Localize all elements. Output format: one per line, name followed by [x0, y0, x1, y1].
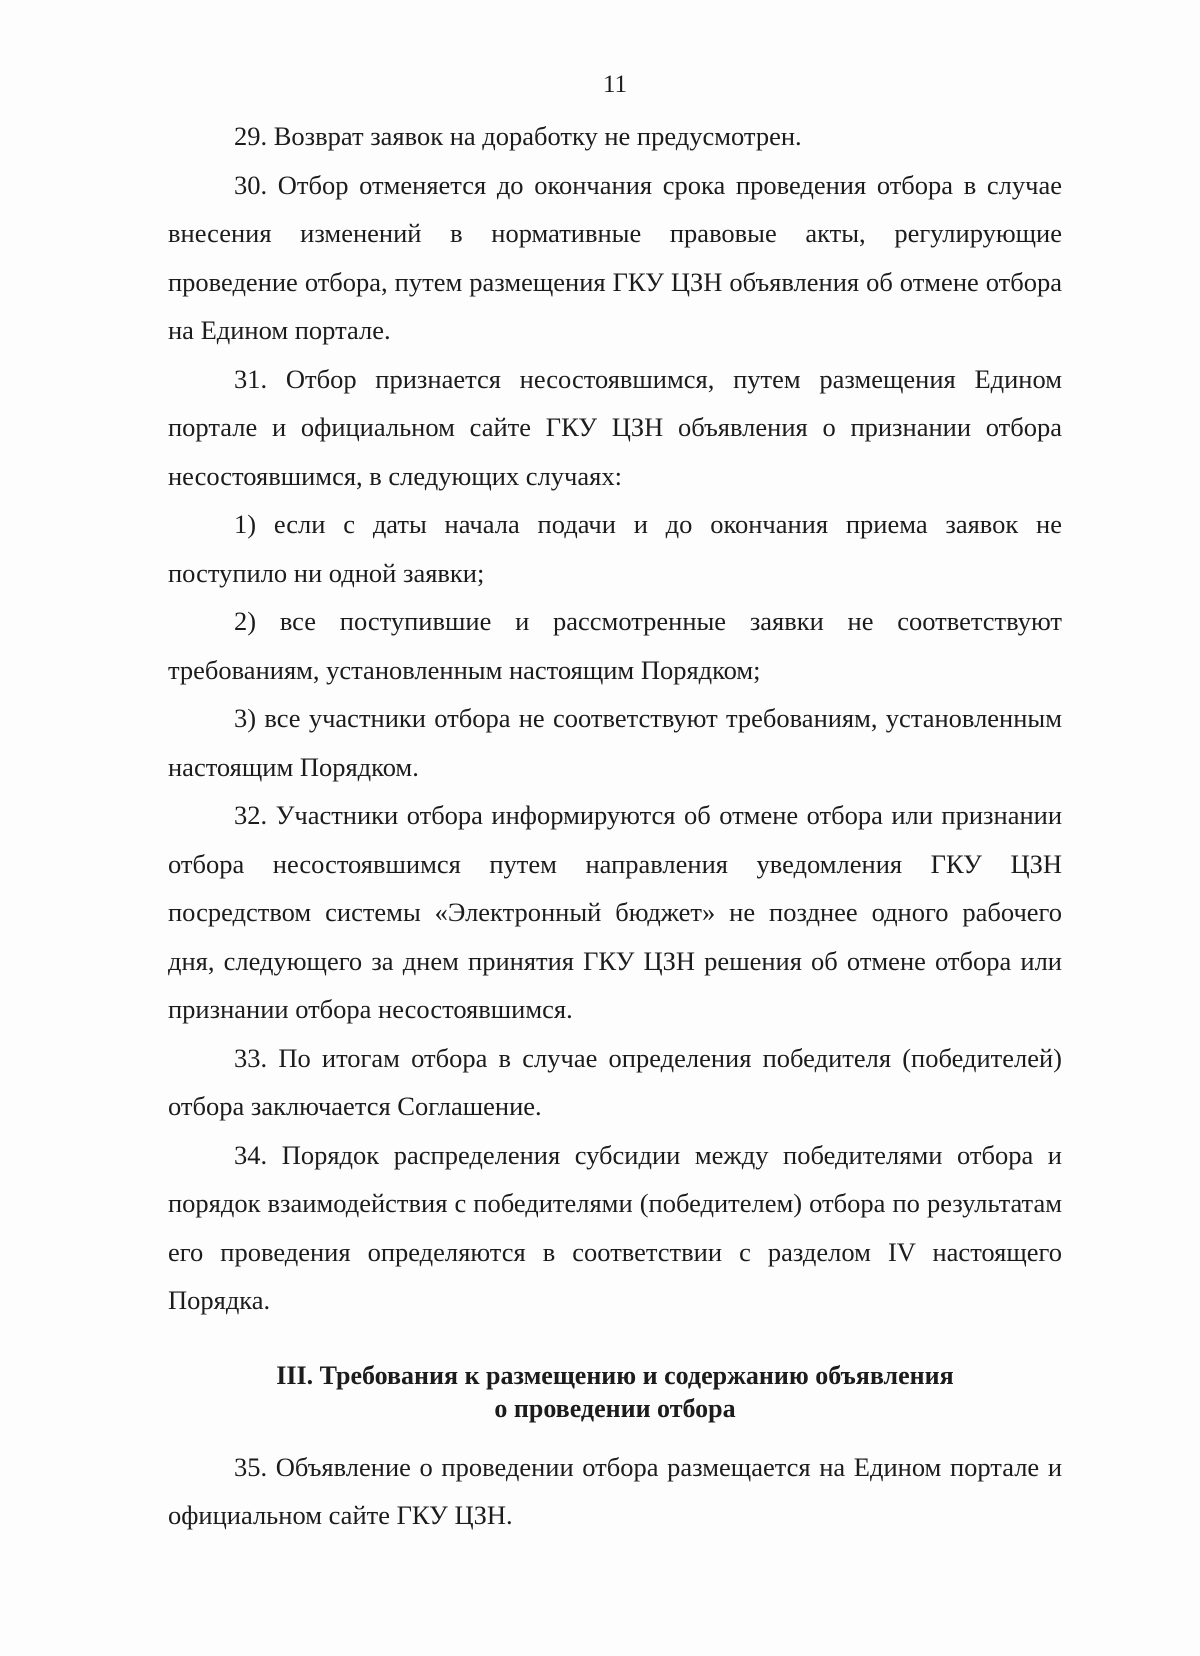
paragraph-31-item-3: 3) все участники отбора не соответствуют требованиям, установленным настоящим Порядком. — [168, 703, 1062, 782]
paragraph-35: 35. Объявление о проведении отбора размещается на Едином портале и официальном сайте ГКУ ЦЗН. — [168, 1451, 1062, 1530]
document-body — [168, 112, 1062, 1540]
page-number: 11 — [602, 71, 628, 98]
section-heading-line-2: о проведении отбора — [494, 1393, 736, 1423]
paragraph-32: 32. Участники отбора информируются об отмене отбора или признании отбора несостоявшимся путем направления уведомления ГКУ ЦЗН посредством системы «Электронный бюджет» не позднее одного рабочего дня, следующего за днем принятия ГКУ ЦЗН решения об отмене отбора или признании отбора несостоявшимся. — [168, 800, 1062, 1024]
paragraph-33: 33. По итогам отбора в случае определения победителя (победителей) отбора заключается Соглашение. — [168, 1042, 1062, 1121]
paragraph-34: 34. Порядок распределения субсидии между победителями отбора и порядок взаимодействия с победителями (победителем) отбора по результатам его проведения определяются в соответствии с разделом IV настоящего Порядка. — [168, 1139, 1062, 1315]
paragraph-29: 29. Возврат заявок на доработку не предусмотрен. — [234, 121, 802, 151]
paragraph-31: 31. Отбор признается несостоявшимся, путем размещения Едином портале и официальном сайте ГКУ ЦЗН объявления о признании отбора несостоявшимся, в следующих случаях: — [168, 363, 1062, 491]
paragraph-31-item-2: 2) все поступившие и рассмотренные заявки не соответствуют требованиям, установленным настоящим Порядком; — [168, 606, 1062, 685]
paragraph-30: 30. Отбор отменяется до окончания срока проведения отбора в случае внесения изменений в нормативные правовые акты, регулирующие проведение отбора, путем размещения ГКУ ЦЗН объявления об отмене отбора на Едином портале. — [168, 169, 1062, 345]
section-heading-line-1: III. Требования к размещению и содержанию объявления — [276, 1360, 954, 1390]
section-heading — [168, 1359, 1062, 1425]
paragraph-31-item-1: 1) если с даты начала подачи и до окончания приема заявок не поступило ни одной заявки; — [168, 509, 1062, 588]
